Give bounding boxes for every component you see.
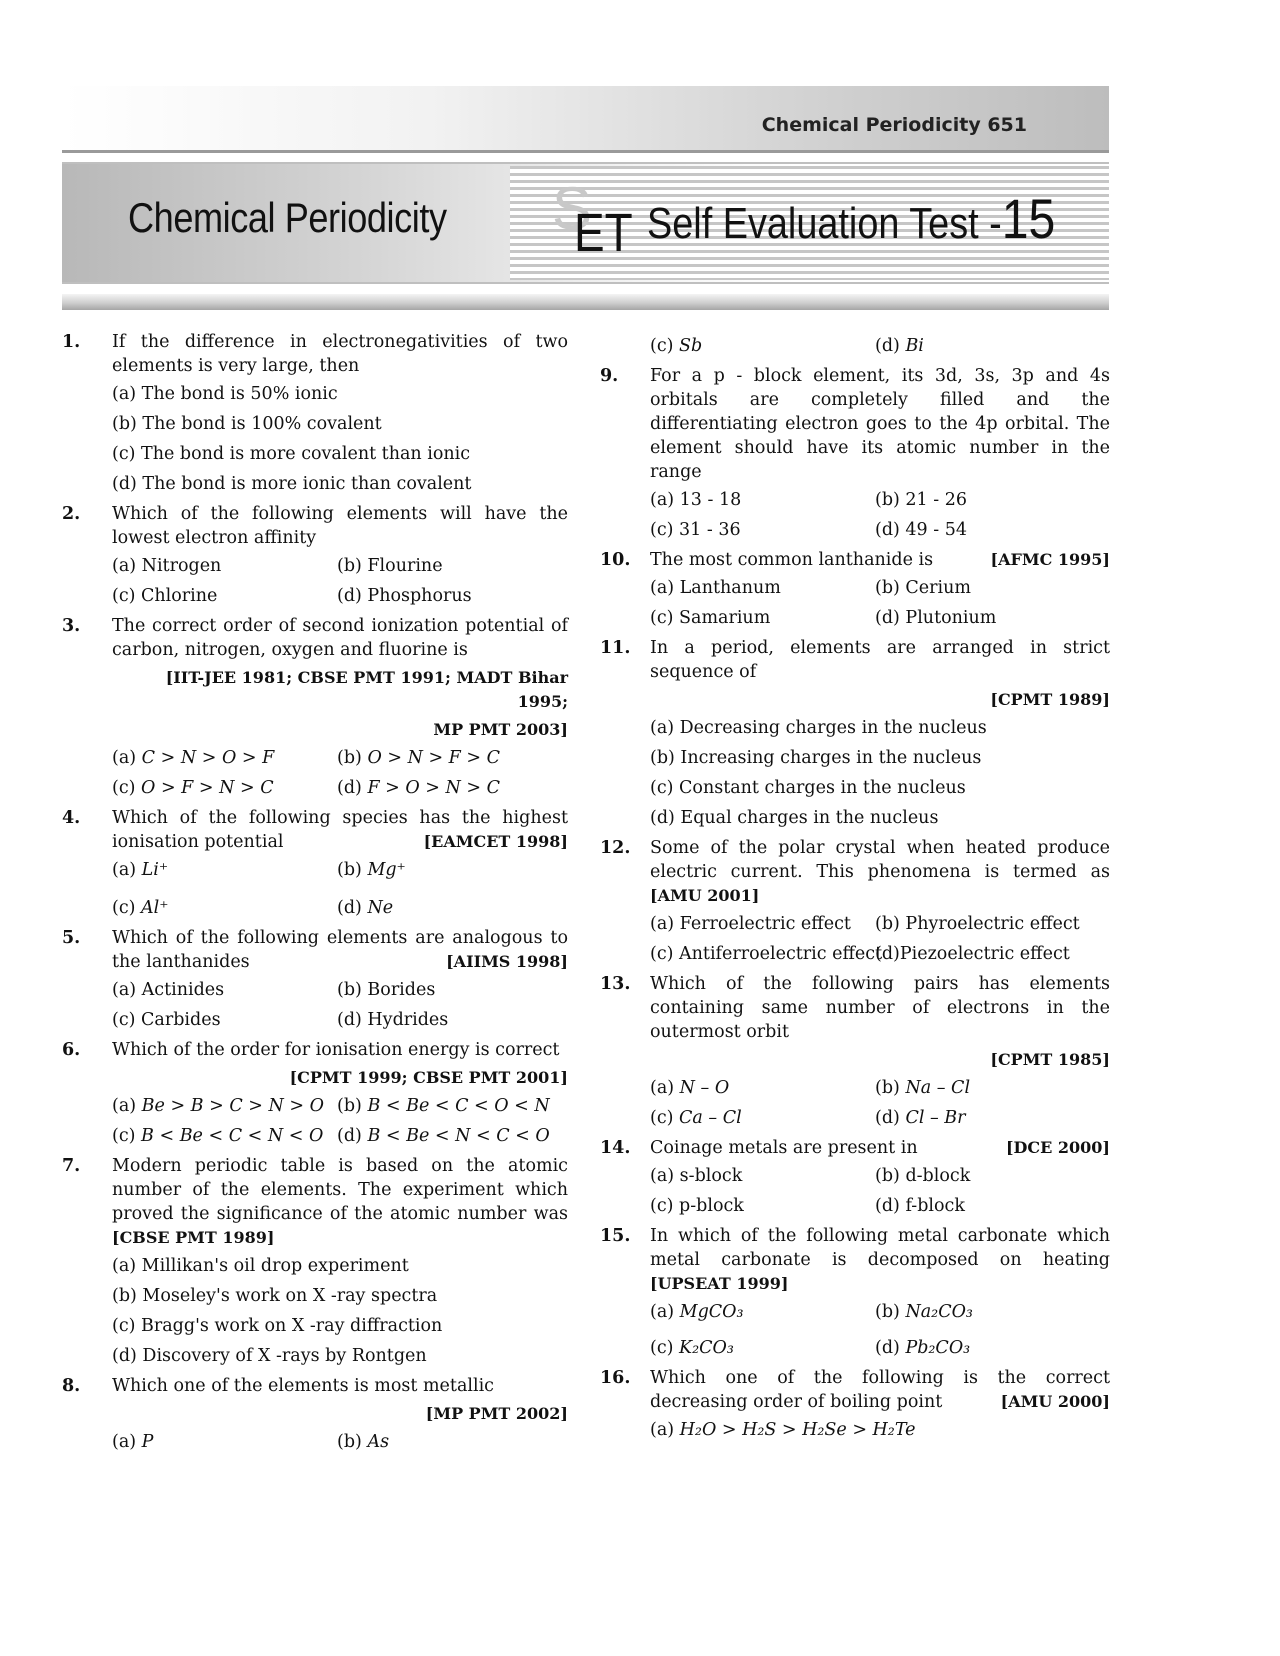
question-1 [62,330,568,496]
question-10 [600,548,1110,630]
option-b: (b) Borides [337,980,436,1000]
question-number: 3. [62,616,81,636]
option-label: (d) [875,336,900,356]
option-value: Pb₂CO₃ [905,1338,971,1358]
question-number: 11. [600,638,631,658]
option-b: (b) Flourine [337,556,443,576]
question-text-body: In which of the following metal carbonate which metal carbonate is decomposed on heating [650,1226,1110,1270]
question-number: 14. [600,1138,631,1158]
option-label: (b) [337,748,362,768]
options [112,746,568,800]
question-8 [62,1374,568,1454]
question-text-body: Which of the following elements are analogous to the lanthanides [112,928,568,972]
option-value: O > N > F > C [367,748,500,768]
option-d: (d) Phosphorus [337,586,472,606]
question-number: 9. [600,366,619,386]
option-label: (b) [875,1166,900,1186]
question-source: [AIIMS 1998] [446,952,568,971]
question-16 [600,1366,1110,1442]
option-value: O > F > N > C [141,778,274,798]
option-label: (a) [112,748,137,768]
question-15 [600,1224,1110,1360]
test-number: 15 [1001,187,1056,250]
options [650,912,1110,966]
option-value: Na₂CO₃ [905,1302,973,1322]
option-value: s-block [679,1166,743,1186]
option-d [337,1124,568,1148]
question-number: 8. [62,1376,81,1396]
option-label: (a) [650,1166,675,1186]
option-label: (c) [112,898,136,918]
option-c [112,1124,337,1148]
option-d: (d) The bond is more ionic than covalent [112,474,472,494]
question-12 [600,836,1110,966]
options [650,716,1110,830]
question-6 [62,1038,568,1148]
question-text: Which of the following elements will have the lowest electron affinity [112,504,568,548]
option-value: Ne [367,898,394,918]
option-label: (d) [875,1196,900,1216]
option-b [337,746,568,770]
question-text-body: Coinage metals are present in [650,1138,918,1158]
option-a: (a) Nitrogen [112,556,222,576]
question-text [650,548,1110,572]
option-label: (a) [650,1420,675,1440]
question-number: 7. [62,1156,81,1176]
options [650,576,1110,630]
question-source: [AFMC 1995] [990,550,1110,569]
option-value: Na – Cl [905,1078,971,1098]
option-a [112,746,337,770]
question-source: [AMU 2000] [1000,1392,1110,1411]
right-column [600,330,1110,1448]
question-text: Which of the order for ionisation energy is correct [112,1040,560,1060]
chapter-title: Chemical Periodicity [128,194,447,241]
question-source: [AMU 2001] [650,886,760,905]
option-label: (d) [875,1108,900,1128]
option-a: (a) Ferroelectric effect [650,914,851,934]
option-label: (d) [875,1338,900,1358]
question-source: [CPMT 1985] [990,1050,1110,1069]
option-label: (b) [337,1096,362,1116]
option-value: Be > B > C > N > O [141,1096,324,1116]
option-a: (a) Actinides [112,980,225,1000]
question-number: 12. [600,838,631,858]
option-b [337,1430,568,1454]
option-a: (a) Lanthanum [650,578,781,598]
question-8-continued [600,334,1110,358]
question-source: [EAMCET 1998] [423,832,568,851]
question-number: 10. [600,550,631,570]
options [650,1076,1110,1130]
option-value: B < Be < N < C < O [367,1126,550,1146]
question-source: [CBSE PMT 1989] [112,1228,275,1247]
option-label: (c) [112,1126,136,1146]
option-a: (a) The bond is 50% ionic [112,384,338,404]
options [112,382,568,496]
question-number: 2. [62,504,81,524]
divider-bar [62,294,1109,310]
test-title [647,186,1055,251]
option-d: (d) Plutonium [875,608,997,628]
option-c: (c) Constant charges in the nucleus [650,778,966,798]
option-a [650,1418,1110,1442]
option-c: (c) 31 - 36 [650,520,741,540]
question-source: MP PMT 2003] [433,720,568,739]
question-source: [DCE 2000] [1005,1138,1110,1157]
question-text [650,836,1110,908]
options [650,1300,1110,1360]
question-source: [CPMT 1989] [990,690,1110,709]
options [650,334,1110,358]
question-number: 6. [62,1040,81,1060]
option-d [875,1336,1110,1360]
question-text: The correct order of second ionization potential of carbon, nitrogen, oxygen and fluorine is [112,616,568,660]
option-value: B < Be < C < N < O [141,1126,324,1146]
option-d: (d)Piezoelectric effect [875,944,1070,964]
option-value: Cl – Br [905,1108,966,1128]
question-number: 4. [62,808,81,828]
set-logo-et: ET [574,203,633,263]
question-4 [62,806,568,920]
option-value: f-block [905,1196,965,1216]
options [112,1254,568,1368]
option-c [650,334,875,358]
option-d [875,1106,1110,1130]
question-text [112,806,568,854]
option-b: (b) The bond is 100% covalent [112,414,382,434]
option-label: (a) [650,1078,675,1098]
question-text [650,1224,1110,1296]
option-label: (a) [112,1096,137,1116]
option-value: N – O [679,1078,730,1098]
question-text: For a p - block element, its 3d, 3s, 3p and 4s orbitals are completely filled and the differentiating electron goes to the 4p orbital. The element should have its atomic number in the range [650,366,1110,482]
option-label: (c) [112,778,136,798]
question-text-body: Which one of the following is the correct decreasing order of boiling point [650,1368,1110,1412]
question-source: [CPMT 1999; CBSE PMT 2001] [289,1068,568,1087]
option-d: (d) Hydrides [337,1010,449,1030]
option-c [650,1194,875,1218]
options [650,488,1110,542]
question-text: Which of the following pairs has elements containing same number of electrons in the outermost orbit [650,974,1110,1042]
option-d [875,334,1110,358]
option-value: Sb [679,336,703,356]
option-a [112,858,337,882]
option-a [112,1094,337,1118]
question-source: [MP PMT 2002] [425,1404,568,1423]
option-value: B < Be < C < O < N [367,1096,550,1116]
option-value: MgCO₃ [679,1302,744,1322]
option-label: (c) [650,1196,674,1216]
option-label: (a) [112,1432,137,1452]
option-label: (d) [337,1126,362,1146]
option-label: (d) [337,778,362,798]
question-number: 13. [600,974,631,994]
option-d: (d) Discovery of X -rays by Rontgen [112,1346,427,1366]
option-c: (c) Antiferroelectric effect [650,944,883,964]
options [112,1430,568,1454]
option-b: (b) Increasing charges in the nucleus [650,748,982,768]
option-b [875,1300,1110,1324]
option-c: (c) Carbides [112,1010,221,1030]
question-text [650,1366,1110,1414]
option-a: (a) Millikan's oil drop experiment [112,1256,409,1276]
option-c [112,896,337,920]
question-number: 15. [600,1226,631,1246]
question-number: 5. [62,928,81,948]
question-number: 1. [62,332,81,352]
option-c: (c) Samarium [650,608,771,628]
option-value: As [367,1432,390,1452]
options [112,1094,568,1148]
option-a [650,1076,875,1100]
option-b [875,1164,1110,1188]
option-b: (b) 21 - 26 [875,490,967,510]
option-value: K₂CO₃ [679,1338,734,1358]
question-text-body: The most common lanthanide is [650,550,934,570]
question-text [112,1154,568,1250]
option-d: (d) 49 - 54 [875,520,967,540]
question-source: [UPSEAT 1999] [650,1274,789,1293]
option-d [875,1194,1110,1218]
question-13 [600,972,1110,1130]
option-b [875,1076,1110,1100]
question-9 [600,364,1110,542]
option-label: (c) [650,1338,674,1358]
option-label: (b) [337,1432,362,1452]
question-text-body: Which of the following species has the highest ionisation potential [112,808,568,852]
option-label: (a) [650,1302,675,1322]
test-title-text: Self Evaluation Test - [647,199,1002,248]
option-c [650,1106,875,1130]
option-c [650,1336,875,1360]
option-b: (b) Moseley's work on X -ray spectra [112,1286,438,1306]
options [112,978,568,1032]
option-a: (a) Decreasing charges in the nucleus [650,718,987,738]
option-c: (c) The bond is more covalent than ionic [112,444,471,464]
option-value: Bi [905,336,924,356]
chapter-banner [62,162,1109,284]
option-label: (b) [875,1078,900,1098]
running-title: Chemical Periodicity 651 [761,114,1027,136]
question-number: 16. [600,1368,631,1388]
question-7 [62,1154,568,1368]
option-d [337,776,568,800]
question-2 [62,502,568,608]
option-d [337,896,568,920]
option-label: (c) [650,1108,674,1128]
options [112,858,568,920]
option-label: (b) [337,860,362,880]
option-value: p-block [679,1196,744,1216]
option-b: (b) Phyroelectric effect [875,914,1080,934]
option-c: (c) Bragg's work on X -ray diffraction [112,1316,443,1336]
option-a: (a) 13 - 18 [650,490,742,510]
option-value: d-block [905,1166,971,1186]
option-value: P [141,1432,154,1452]
question-text-body: Some of the polar crystal when heated produce electric current. This phenomena is termed as [650,838,1110,882]
question-text-body: Modern periodic table is based on the atomic number of the elements. The experiment which proved the significance of the atomic number was [112,1156,568,1224]
options [650,1164,1110,1218]
option-label: (a) [112,860,137,880]
option-a [650,1164,875,1188]
option-label: (c) [650,336,674,356]
options [112,554,568,608]
question-text [650,1136,1110,1160]
option-b [337,1094,568,1118]
option-label: (d) [337,898,362,918]
set-logo-s: S [552,175,593,242]
option-value: Al⁺ [141,898,169,918]
options [650,1418,1110,1442]
question-text: In a period, elements are arranged in strict sequence of [650,638,1110,682]
option-value: F > O > N > C [367,778,500,798]
option-c [112,776,337,800]
set-logo [552,175,642,270]
question-text: Which one of the elements is most metallic [112,1376,494,1396]
option-value: C > N > O > F [141,748,275,768]
option-b: (b) Cerium [875,578,971,598]
option-value: Mg⁺ [367,860,406,880]
option-label: (b) [875,1302,900,1322]
option-value: Ca – Cl [679,1108,742,1128]
question-11 [600,636,1110,830]
option-b [337,858,568,882]
option-c: (c) Chlorine [112,586,218,606]
left-column [62,330,568,1460]
question-3 [62,614,568,800]
option-value: Li⁺ [141,860,169,880]
question-text [112,926,568,974]
question-5 [62,926,568,1032]
option-d: (d) Equal charges in the nucleus [650,808,939,828]
question-source: [IIT-JEE 1981; CBSE PMT 1991; MADT Bihar 1995; [165,668,568,711]
question-text: If the difference in electronegativities of two elements is very large, then [112,332,568,376]
running-header [62,86,1109,153]
option-a [650,1300,875,1324]
option-value: H₂O > H₂S > H₂Se > H₂Te [679,1420,916,1440]
option-a [112,1430,337,1454]
question-14 [600,1136,1110,1218]
